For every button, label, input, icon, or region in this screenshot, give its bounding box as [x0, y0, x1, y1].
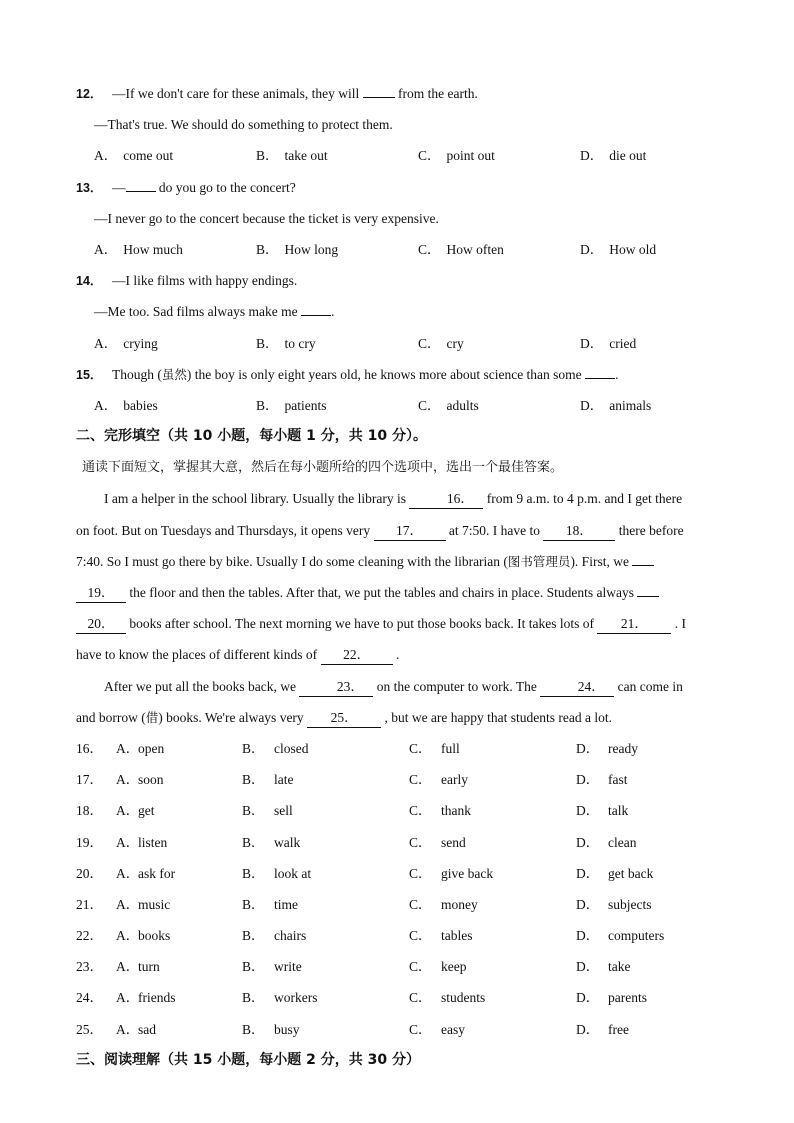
option-a[interactable]: music	[138, 896, 171, 912]
option-d[interactable]: fast	[608, 772, 628, 788]
option-c-label: C．	[409, 865, 432, 881]
option-b[interactable]: busy	[274, 1021, 300, 1037]
option-a-label: A．	[116, 896, 140, 912]
question-12: 12． —If we don't care for these animals, they will from the earth.	[76, 78, 756, 109]
option-d[interactable]: free	[608, 1021, 629, 1037]
cloze-option-row	[76, 764, 756, 795]
option-c-label: C．	[409, 959, 432, 975]
exam-page	[76, 78, 756, 1076]
option-b-label: B．	[242, 959, 265, 975]
option-a[interactable]: friends	[138, 990, 176, 1006]
option-b[interactable]: walk	[274, 834, 301, 850]
question-13: 13． — do you go to the concert?	[76, 172, 756, 203]
question-number: 20．	[76, 865, 103, 881]
question-number: 21．	[76, 896, 103, 912]
question-number: 22．	[76, 928, 103, 944]
option-b[interactable]: B． take out	[256, 148, 328, 164]
option-a[interactable]: listen	[138, 834, 168, 850]
option-c[interactable]: give back	[441, 865, 494, 881]
option-d[interactable]: parents	[608, 990, 647, 1006]
option-c-label: C．	[409, 928, 432, 944]
option-a-label: A．	[116, 990, 140, 1006]
option-c-label: C．	[409, 896, 432, 912]
option-d[interactable]: ready	[608, 740, 638, 756]
answer-blank	[301, 297, 331, 316]
question-15: 15． Though (虽然) the boy is only eight years old, he knows more about science than some .	[76, 359, 756, 390]
option-a-label: A．	[116, 740, 140, 756]
option-d[interactable]: D． cried	[580, 335, 637, 351]
cloze-blank: 16．	[409, 490, 483, 509]
option-a-label: A．	[116, 772, 140, 788]
option-d-label: D．	[576, 928, 600, 944]
option-a-label: A．	[116, 959, 140, 975]
options-row	[76, 328, 756, 359]
cloze-option-row	[76, 982, 756, 1013]
option-c-label: C．	[409, 990, 432, 1006]
option-b[interactable]: B． patients	[256, 397, 327, 413]
option-c[interactable]: send	[441, 834, 466, 850]
answer-blank	[585, 360, 615, 379]
cloze-option-row	[76, 858, 756, 889]
option-b[interactable]: workers	[274, 990, 318, 1006]
passage-line: 19． the floor and then the tables. After that, we put the tables and chairs in place. Students always	[76, 577, 756, 608]
option-c[interactable]: C． How often	[418, 241, 504, 257]
option-b[interactable]: B． How long	[256, 241, 339, 257]
option-a[interactable]: ask for	[138, 865, 176, 881]
option-d[interactable]: talk	[608, 803, 629, 819]
question-14: 14． —I like films with happy endings.	[76, 265, 756, 296]
option-a[interactable]: books	[138, 928, 171, 944]
option-d-label: D．	[576, 1021, 600, 1037]
question-number: 25．	[76, 1021, 103, 1037]
option-a[interactable]: soon	[138, 772, 164, 788]
question-number: 23．	[76, 959, 103, 975]
option-c[interactable]: students	[441, 990, 486, 1006]
dialogue-line: —Me too. Sad films always make me .	[76, 296, 756, 327]
cloze-option-row	[76, 951, 756, 982]
option-d[interactable]: subjects	[608, 896, 652, 912]
option-c[interactable]: C． point out	[418, 148, 495, 164]
cloze-option-row	[76, 733, 756, 764]
option-d[interactable]: D． How old	[580, 241, 657, 257]
option-c-label: C．	[409, 803, 432, 819]
options-row	[76, 390, 756, 421]
passage-line: on foot. But on Tuesdays and Thursdays, it opens very 17． at 7:50. I have to 18． there before	[76, 515, 756, 546]
section-title: 二、完形填空（共 10 小题，每小题 1 分，共 10 分）。	[76, 428, 427, 445]
cloze-blank: 25．	[307, 709, 381, 728]
option-c-label: C．	[409, 1021, 432, 1037]
question-number: 24．	[76, 990, 103, 1006]
cloze-blank: 19．	[76, 584, 126, 603]
option-d-label: D．	[576, 803, 600, 819]
option-b-label: B．	[242, 803, 265, 819]
option-a-label: A．	[116, 1021, 140, 1037]
option-d-label: D．	[576, 740, 600, 756]
option-b-label: B．	[242, 772, 265, 788]
option-b[interactable]: closed	[274, 740, 309, 756]
passage-line: have to know the places of different kinds of 22． .	[76, 639, 756, 670]
cloze-options-list	[76, 733, 756, 1045]
passage-line: and borrow (借) books. We're always very 25． , but we are happy that students read a lot.	[76, 702, 756, 733]
question-number: 18．	[76, 803, 103, 819]
option-a[interactable]: A． How much	[94, 241, 183, 257]
option-c[interactable]: C． adults	[418, 397, 479, 413]
cloze-blank: 24．	[540, 678, 614, 697]
option-b[interactable]: late	[274, 772, 294, 788]
cloze-option-row	[76, 827, 756, 858]
option-a[interactable]: sad	[138, 1021, 156, 1037]
cloze-option-row	[76, 920, 756, 951]
option-d-label: D．	[576, 772, 600, 788]
option-b[interactable]: sell	[274, 803, 293, 819]
cloze-blank: 20．	[76, 615, 126, 634]
option-b-label: B．	[242, 834, 265, 850]
option-b-label: B．	[242, 740, 265, 756]
passage-line: After we put all the books back, we 23． on the computer to work. The 24． can come in	[76, 671, 756, 702]
option-c-label: C．	[409, 772, 432, 788]
option-d[interactable]: computers	[608, 928, 665, 944]
dialogue-line: —That's true. We should do something to protect them.	[94, 117, 393, 133]
cloze-option-row	[76, 795, 756, 826]
question-number: 17．	[76, 772, 103, 788]
option-b[interactable]: write	[274, 959, 302, 975]
passage-line: 7:40. So I must go there by bike. Usually I do some cleaning with the librarian (图书管理员). First, we	[76, 546, 756, 577]
option-c[interactable]: C． cry	[418, 335, 464, 351]
cloze-blank: 18．	[543, 522, 615, 541]
option-d[interactable]: D． animals	[580, 397, 652, 413]
options-row	[76, 234, 756, 265]
option-a[interactable]: turn	[138, 959, 160, 975]
option-d-label: D．	[576, 896, 600, 912]
option-c-label: C．	[409, 740, 432, 756]
question-number: 19．	[76, 834, 103, 850]
option-b-label: B．	[242, 990, 265, 1006]
option-a[interactable]: A． babies	[94, 397, 158, 413]
option-b-label: B．	[242, 928, 265, 944]
option-a-label: A．	[116, 928, 140, 944]
option-c[interactable]: keep	[441, 959, 467, 975]
answer-blank	[126, 173, 156, 192]
question-number: 16．	[76, 740, 103, 756]
option-b-label: B．	[242, 896, 265, 912]
option-b[interactable]: time	[274, 896, 298, 912]
question-number: 12．	[76, 87, 103, 101]
cloze-blank: 23．	[299, 678, 373, 697]
option-d[interactable]: clean	[608, 834, 637, 850]
question-number: 13．	[76, 180, 103, 195]
option-b-label: B．	[242, 1021, 265, 1037]
option-a-label: A．	[116, 834, 140, 850]
cloze-blank: 22．	[321, 646, 393, 665]
option-a[interactable]: A． crying	[94, 335, 158, 351]
option-b[interactable]: look at	[274, 865, 312, 881]
passage-line: I am a helper in the school library. Usually the library is 16． from 9 a.m. to 4 p.m. and I get there	[76, 483, 756, 514]
option-a[interactable]: open	[138, 740, 165, 756]
answer-blank	[363, 79, 395, 98]
section-instruction: 通读下面短文，掌握其大意，然后在每小题所给的四个选项中，选出一个最佳答案。	[82, 460, 564, 476]
cloze-option-row	[76, 1014, 756, 1045]
option-c[interactable]: money	[441, 896, 478, 912]
option-b-label: B．	[242, 865, 265, 881]
option-d[interactable]: D． die out	[580, 148, 647, 164]
option-a-label: A．	[116, 803, 140, 819]
option-d-label: D．	[576, 834, 600, 850]
question-number: 14．	[76, 274, 103, 289]
option-c[interactable]: easy	[441, 1021, 465, 1037]
option-a-label: A．	[116, 865, 140, 881]
options-row	[76, 140, 756, 171]
option-b[interactable]: chairs	[274, 928, 307, 944]
option-d[interactable]: get back	[608, 865, 654, 881]
option-d-label: D．	[576, 865, 600, 881]
question-number: 15．	[76, 367, 103, 382]
option-d[interactable]: take	[608, 959, 631, 975]
option-d-label: D．	[576, 990, 600, 1006]
option-d-label: D．	[576, 959, 600, 975]
option-c-label: C．	[409, 834, 432, 850]
option-c[interactable]: early	[441, 772, 468, 788]
passage-line: 20． books after school. The next morning we have to put those books back. It takes lots of 21． . I	[76, 608, 756, 639]
option-c[interactable]: full	[441, 740, 460, 756]
dialogue-line: —I never go to the concert because the ticket is very expensive.	[94, 210, 439, 226]
option-c[interactable]: thank	[441, 803, 471, 819]
section-title: 三、阅读理解（共 15 小题，每小题 2 分，共 30 分）	[76, 1051, 420, 1068]
option-a[interactable]: A． come out	[94, 148, 174, 164]
option-a[interactable]: get	[138, 803, 155, 819]
cloze-blank: 17．	[374, 522, 446, 541]
option-c[interactable]: tables	[441, 928, 473, 944]
cloze-option-row	[76, 889, 756, 920]
option-b[interactable]: B． to cry	[256, 335, 316, 351]
cloze-blank: 21．	[597, 615, 671, 634]
